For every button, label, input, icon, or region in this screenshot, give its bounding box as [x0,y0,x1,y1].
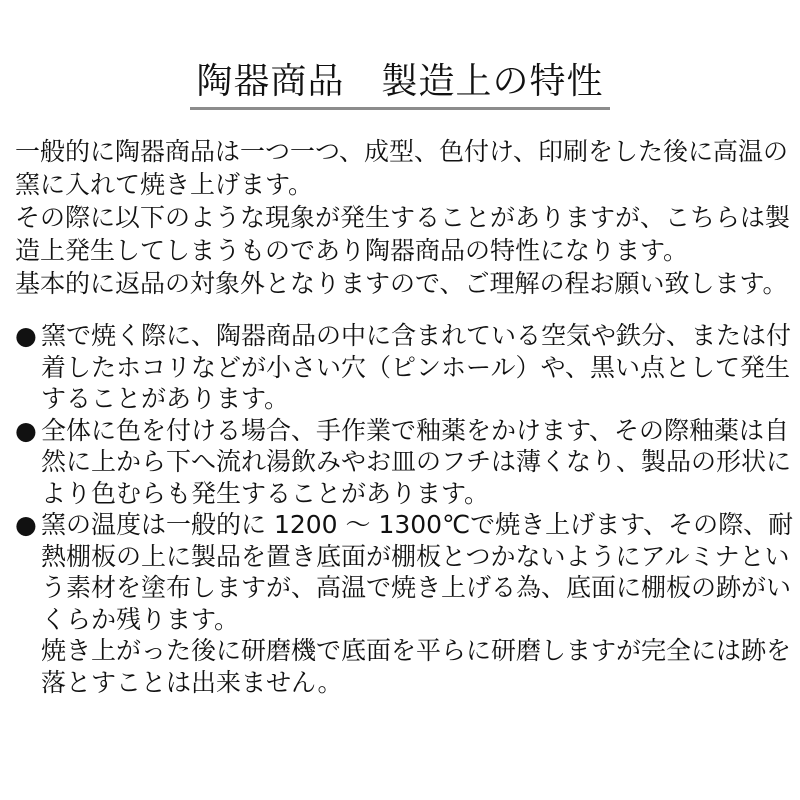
text-line: 着したホコリなどが小さい穴（ピンホール）や、黒い点として発生 [41,352,791,382]
text-line: その際に以下のような現象が発生することがありますが、こちらは製 [15,203,791,232]
text-line: 焼き上がった後に研磨機で底面を平らに研磨しますが完全には跡を [41,636,792,665]
text-line: う素材を塗布しますが、高温で焼き上げる為、底面に棚板の跡がい [41,573,792,602]
text-line: 全体に色を付ける場合、手作業で釉薬をかけます、その際釉薬は自 [41,415,790,445]
bullet-text [41,320,791,415]
text-line: 熱棚板の上に製品を置き底面が棚板とつかないようにアルミナとい [41,541,790,571]
bullet-marker-icon: ● [15,415,37,445]
text-line: 然に上から下へ流れ湯飲みやお皿のフチは薄くなり、製品の形状に [41,447,792,476]
bullet-text [41,509,793,698]
text-line: することがあります。 [41,384,290,413]
bullet-text [41,415,791,510]
bullet-item [15,320,792,415]
text-line: 窯に入れて焼き上げます。 [15,170,314,199]
bullet-item [15,415,792,510]
text-line: 造上発生してしまうものであり陶器商品の特性になります。 [15,236,689,265]
text-line: 基本的に返品の対象外となりますので、ご理解の程お願い致します。 [15,269,788,298]
bullet-marker-icon: ● [15,321,37,350]
bullet-list [15,320,794,698]
bullet-item [15,509,794,698]
intro-paragraph [15,135,791,300]
text-line: 一般的に陶器商品は一つ一つ、成型、色付け、印刷をした後に高温の [15,137,789,166]
title-underline [190,107,610,110]
text-line: くらか残ります。 [41,604,240,634]
page-title: 陶器商品 製造上の特性 [196,61,604,102]
bullet-marker-icon: ● [15,510,37,539]
text-line: 窯の温度は一般的に 1200 ～ 1300℃で焼き上げます、その際、耐 [41,510,794,539]
text-line: 窯で焼く際に、陶器商品の中に含まれている空気や鉄分、または付 [41,321,792,350]
text-line: 落とすことは出来ません。 [41,667,343,697]
text-line: より色むらも発生することがあります。 [41,478,490,508]
